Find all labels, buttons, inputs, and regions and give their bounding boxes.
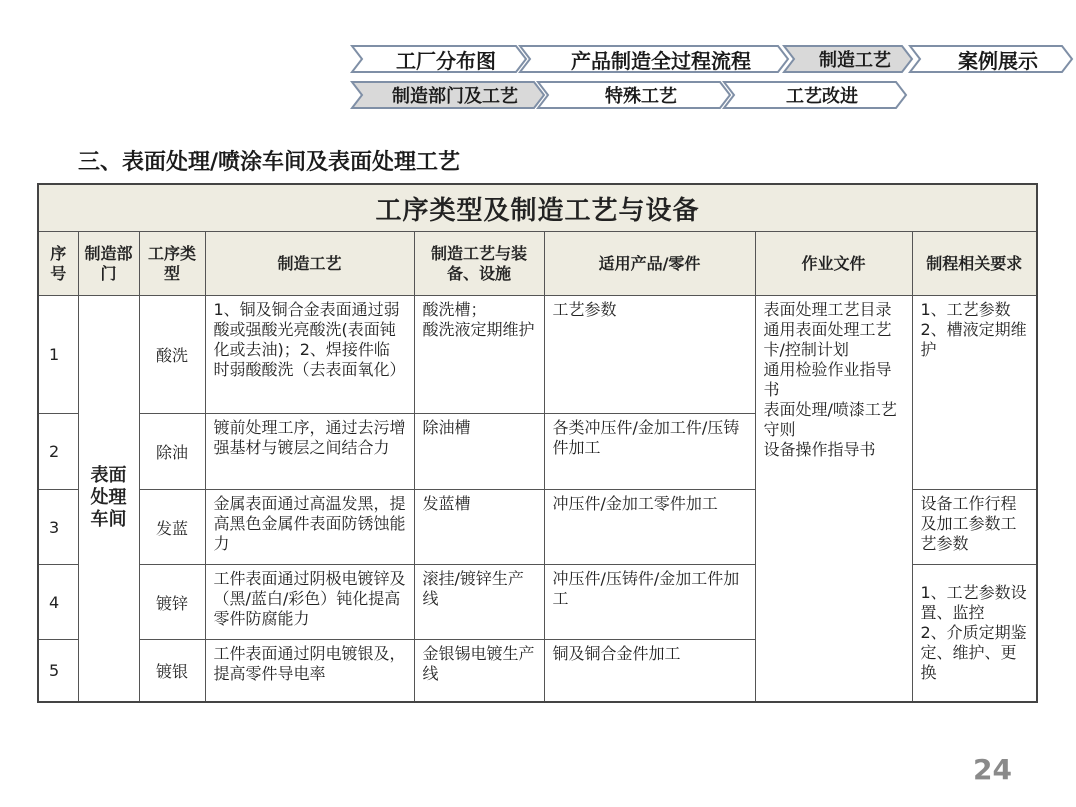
table-title: 工序类型及制造工艺与设备 [38, 184, 1037, 232]
cell-equipment: 滚挂/镀锌生产线 [414, 565, 544, 640]
nav-row-primary [350, 44, 1074, 74]
header-docs: 作业文件 [755, 232, 912, 296]
cell-type: 发蓝 [139, 490, 205, 565]
cell-products: 冲压件/金加工零件加工 [544, 490, 755, 565]
cell-process: 镀前处理工序，通过去污增强基材与镀层之间结合力 [205, 414, 414, 490]
cell-process: 工件表面通过阴电镀银及，提高零件导电率 [205, 640, 414, 702]
nav-departments[interactable]: 制造部门及工艺 [350, 80, 546, 110]
header-equipment: 制造工艺与装备、设施 [414, 232, 544, 296]
cell-requirements-a: 1、工艺参数 2、槽液定期维护 [912, 296, 1037, 490]
page-number: 24 [973, 753, 1012, 786]
cell-equipment: 除油槽 [414, 414, 544, 490]
cell-process: 1、铜及铜合金表面通过弱酸或强酸光亮酸洗(表面钝化或去油)；2、焊接件临时弱酸酸洗（去表面氧化） [205, 296, 414, 414]
top-navigation [350, 44, 1074, 112]
cell-type: 酸洗 [139, 296, 205, 414]
cell-seq: 3 [38, 490, 78, 565]
cell-seq: 1 [38, 296, 78, 414]
cell-products: 工艺参数 [544, 296, 755, 414]
cell-type: 除油 [139, 414, 205, 490]
cell-seq: 4 [38, 565, 78, 640]
header-requirements: 制程相关要求 [912, 232, 1037, 296]
process-table [37, 183, 1038, 703]
header-dept: 制造部门 [78, 232, 139, 296]
cell-docs: 表面处理工艺目录 通用表面处理工艺卡/控制计划 通用检验作业指导书 表面处理/喷漆工艺守则 设备操作指导书 [755, 296, 912, 702]
cell-equipment: 发蓝槽 [414, 490, 544, 565]
cell-products: 各类冲压件/金加工件/压铸件加工 [544, 414, 755, 490]
cell-requirements-c: 1、工艺参数设置、监控 2、介质定期鉴定、维护、更换 [912, 565, 1037, 702]
header-seq: 序号 [38, 232, 78, 296]
header-process: 制造工艺 [205, 232, 414, 296]
cell-requirements-b: 设备工作行程及加工参数工艺参数 [912, 490, 1037, 565]
table-row [38, 296, 1037, 414]
nav-special-process[interactable]: 特殊工艺 [536, 80, 732, 110]
header-type: 工序类型 [139, 232, 205, 296]
cell-type: 镀锌 [139, 565, 205, 640]
nav-factory-map[interactable]: 工厂分布图 [350, 44, 528, 74]
nav-process[interactable]: 制造工艺 [782, 44, 914, 74]
cell-products: 冲压件/压铸件/金加工件加工 [544, 565, 755, 640]
nav-manufacturing-flow[interactable]: 产品制造全过程流程 [518, 44, 790, 74]
cell-products: 铜及铜合金件加工 [544, 640, 755, 702]
nav-improvement[interactable]: 工艺改进 [722, 80, 908, 110]
cell-process: 工件表面通过阴极电镀锌及（黑/蓝白/彩色）钝化提高零件防腐能力 [205, 565, 414, 640]
cell-equipment: 酸洗槽； 酸洗液定期维护 [414, 296, 544, 414]
cell-seq: 2 [38, 414, 78, 490]
header-products: 适用产品/零件 [544, 232, 755, 296]
section-title: 三、表面处理/喷涂车间及表面处理工艺 [78, 150, 461, 175]
nav-cases[interactable]: 案例展示 [908, 44, 1074, 74]
cell-process: 金属表面通过高温发黑，提高黑色金属件表面防锈蚀能力 [205, 490, 414, 565]
cell-dept: 表面处理车间 [78, 296, 139, 702]
cell-seq: 5 [38, 640, 78, 702]
table-header-row [38, 232, 1037, 296]
cell-type: 镀银 [139, 640, 205, 702]
cell-equipment: 金银锡电镀生产线 [414, 640, 544, 702]
nav-row-secondary [350, 80, 910, 110]
